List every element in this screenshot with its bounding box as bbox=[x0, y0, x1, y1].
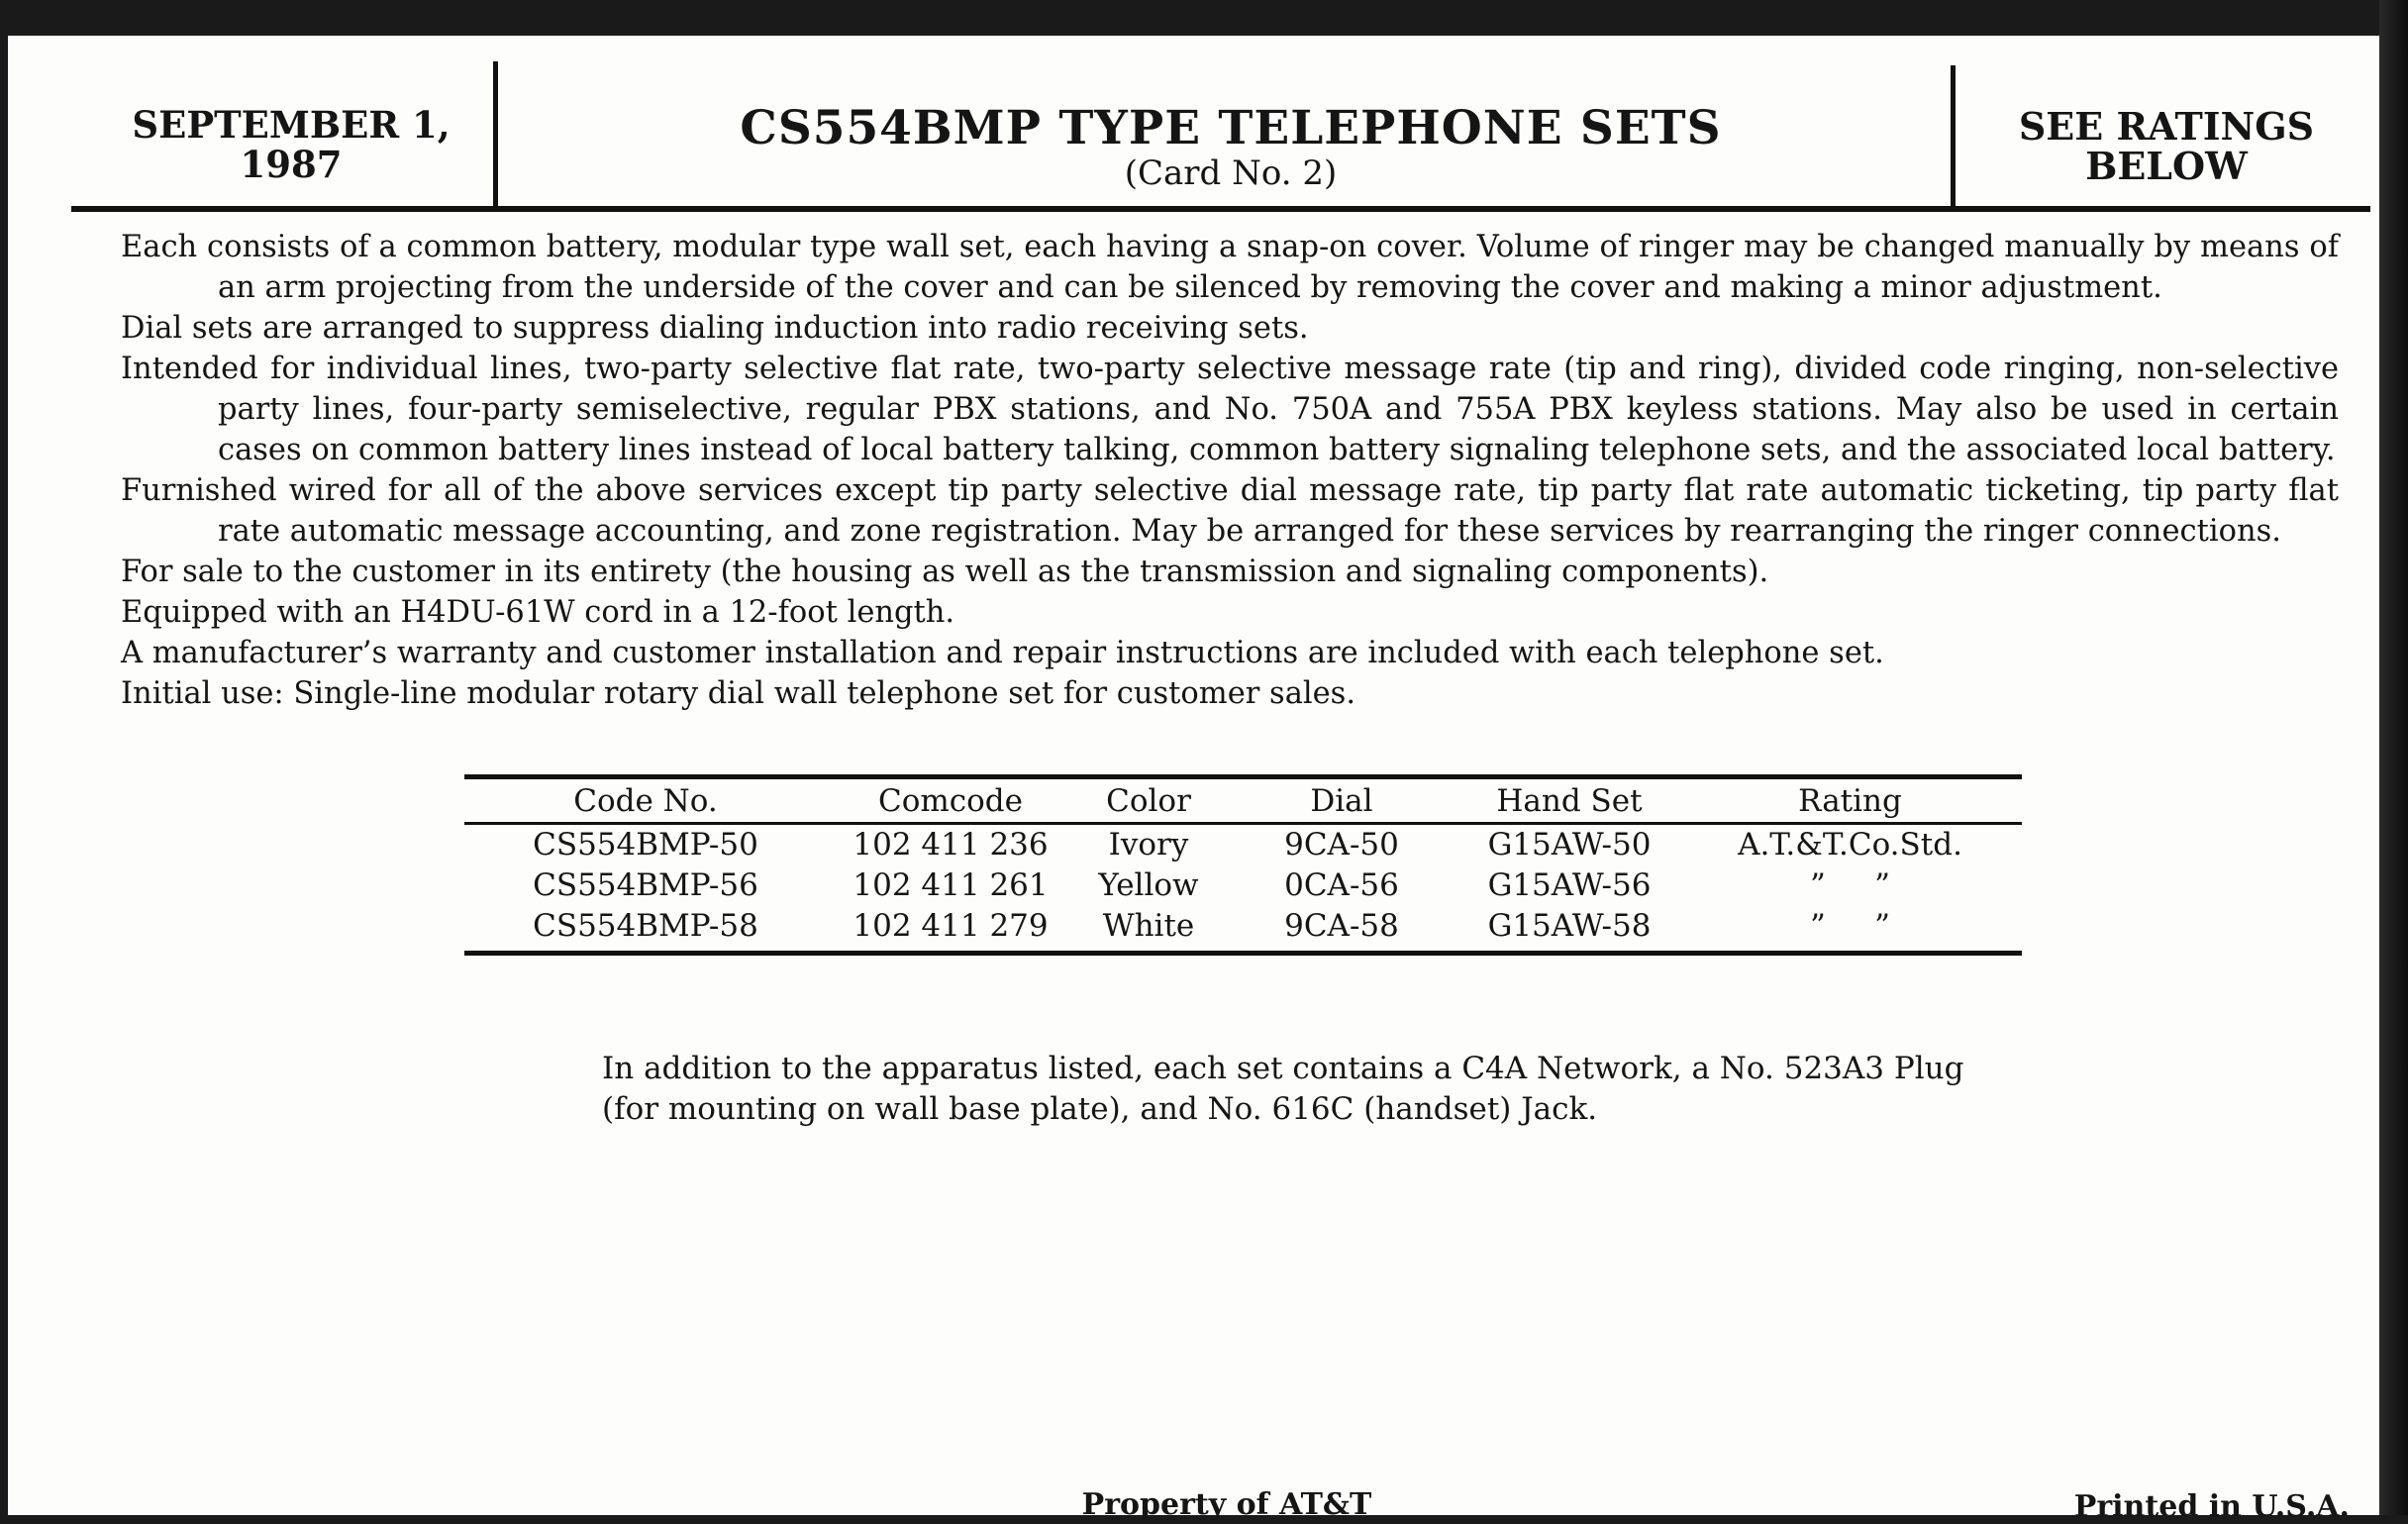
col-header-dial: Dial bbox=[1310, 783, 1373, 819]
cell-comcode: 102 411 236 bbox=[853, 827, 1049, 863]
cell-handset: G15AW-56 bbox=[1487, 867, 1652, 903]
footer-printed: Printed in U.S.A. bbox=[2073, 1489, 2350, 1524]
cell-code: CS554BMP-50 bbox=[533, 827, 758, 863]
header-rating-line2: BELOW bbox=[2085, 144, 2248, 188]
header-rating-line1: SEE RATINGS bbox=[2018, 104, 2315, 149]
page-title: CS554BMP TYPE TELEPHONE SETS bbox=[740, 101, 1722, 155]
paragraph: Furnished wired for all of the above services except tip party selective dial message rate, tip party flat rate automatic ticketing, tip party flat rate automatic message accounting, and zone registration. May be arranged for these services by rearranging the ringer connections. bbox=[121, 473, 2339, 549]
header-divider-left bbox=[493, 61, 498, 206]
table-grid bbox=[464, 779, 2022, 947]
paragraph: Equipped with an H4DU-61W cord in a 12-foot length. bbox=[121, 595, 955, 630]
col-header-rating: Rating bbox=[1798, 783, 1902, 819]
header-date-line1: SEPTEMBER 1, bbox=[132, 103, 451, 147]
table-bottom-rule bbox=[464, 951, 2022, 956]
col-header-comcode: Comcode bbox=[878, 783, 1023, 819]
cell-rating: ” ” bbox=[1810, 867, 1890, 903]
cell-comcode: 102 411 261 bbox=[853, 867, 1049, 903]
col-header-code: Code No. bbox=[573, 783, 718, 819]
catalog-card bbox=[8, 36, 2379, 1524]
apparatus-note: In addition to the apparatus listed, each set contains a C4A Network, a No. 523A3 Plug (for mounting on wall base plate), and No. 616C (handset) Jack. bbox=[602, 1051, 1964, 1127]
cell-comcode: 102 411 279 bbox=[853, 908, 1049, 944]
paragraph: For sale to the customer in its entirety (the housing as well as the transmission and signaling components). bbox=[121, 555, 1769, 589]
col-header-handset: Hand Set bbox=[1496, 783, 1643, 819]
table-header-row bbox=[464, 779, 2022, 822]
header-rating bbox=[1963, 104, 2369, 188]
cell-dial: 9CA-58 bbox=[1284, 908, 1399, 944]
cell-code: CS554BMP-58 bbox=[533, 908, 758, 944]
page-subtitle: (Card No. 2) bbox=[1124, 153, 1338, 193]
cell-color: Yellow bbox=[1098, 867, 1199, 903]
cell-dial: 0CA-56 bbox=[1284, 867, 1399, 903]
paragraph: Intended for individual lines, two-party selective flat rate, two-party selective message rate (tip and ring), divided code ringing, non-selective party lines, four-party semiselective, regular PBX stations, and No. 750A and 755A PBX keyless stations. May also be used in certain cases on common battery lines instead of local battery talking, common battery signaling telephone sets, and the associated local battery. bbox=[121, 352, 2339, 467]
header-date-line2: 1987 bbox=[240, 143, 343, 186]
description-body bbox=[121, 227, 2339, 714]
header-title-block bbox=[508, 102, 1954, 191]
header-rule bbox=[71, 206, 2370, 212]
table-row bbox=[464, 906, 2022, 947]
cell-color: White bbox=[1102, 908, 1195, 944]
cell-color: Ivory bbox=[1108, 827, 1189, 863]
col-header-color: Color bbox=[1106, 783, 1191, 819]
cell-rating: A.T.&T.Co.Std. bbox=[1738, 827, 1962, 863]
paragraph: Dial sets are arranged to suppress dialing induction into radio receiving sets. bbox=[121, 311, 1309, 346]
table-row bbox=[464, 865, 2022, 906]
header-date bbox=[123, 105, 459, 184]
equipment-table bbox=[464, 774, 2022, 956]
scan-edge bbox=[2379, 0, 2408, 1515]
paragraph: Initial use: Single-line modular rotary dial wall telephone set for customer sales. bbox=[121, 676, 1356, 711]
footer-property: Property of AT&T bbox=[1081, 1487, 1372, 1522]
paragraph: Each consists of a common battery, modular type wall set, each having a snap-on cover. Volume of ringer may be changed manually by means of an arm projecting from the underside of the cover and can be silenced by removing the cover and making a minor adjustment. bbox=[121, 230, 2339, 305]
cell-dial: 9CA-50 bbox=[1284, 827, 1399, 863]
header-divider-right bbox=[1951, 65, 1956, 208]
paragraph: A manufacturer’s warranty and customer installation and repair instructions are included with each telephone set. bbox=[121, 636, 1884, 670]
cell-handset: G15AW-58 bbox=[1487, 908, 1652, 944]
cell-handset: G15AW-50 bbox=[1487, 827, 1652, 863]
table-row bbox=[464, 825, 2022, 865]
cell-code: CS554BMP-56 bbox=[533, 867, 758, 903]
cell-rating: ” ” bbox=[1810, 908, 1890, 944]
